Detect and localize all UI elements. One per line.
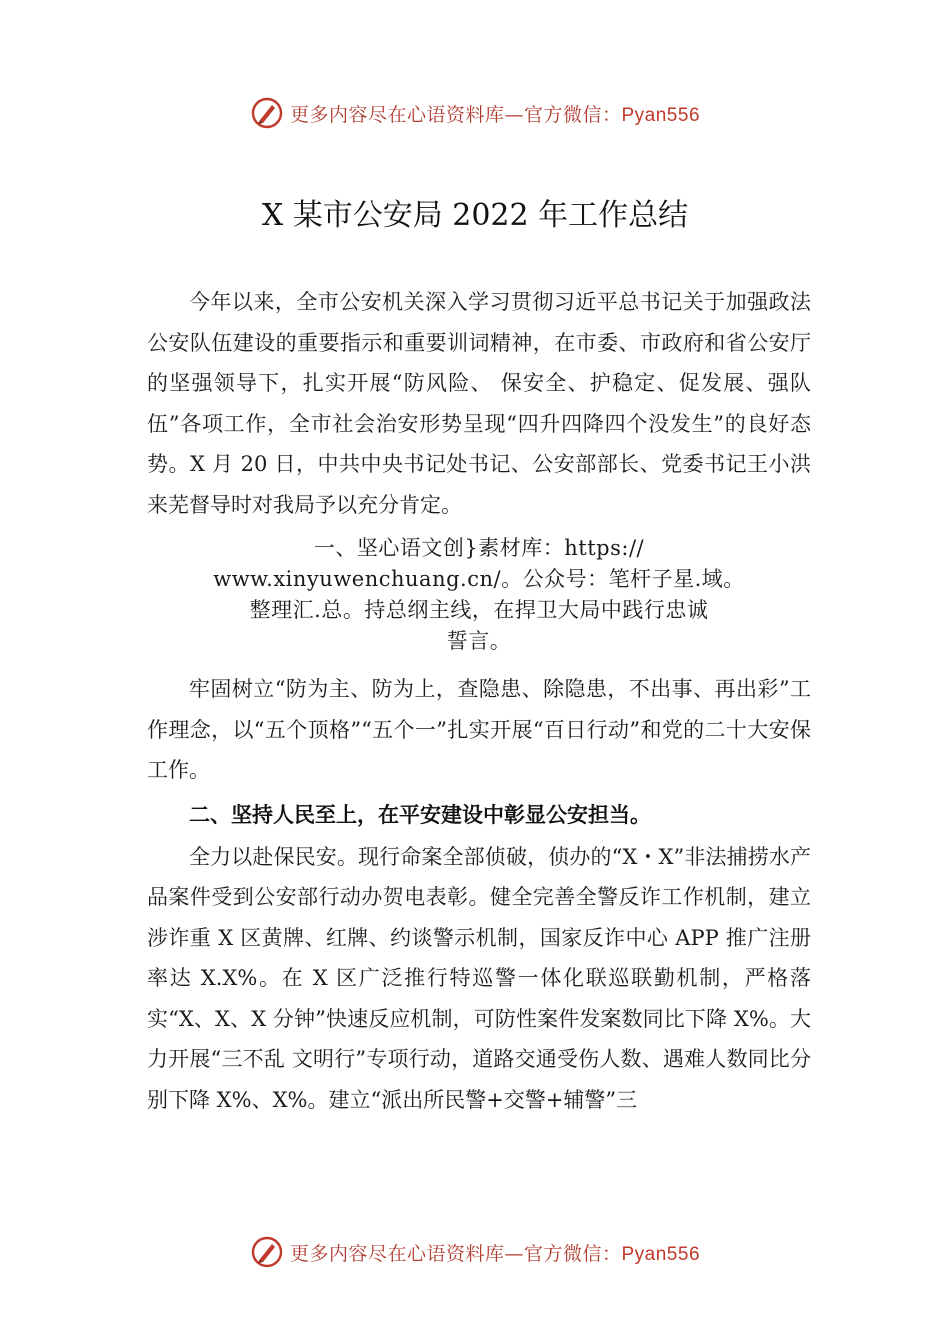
section2-paragraph: 全力以赴保民安。现行命案全部侦破，侦办的“X・X”非法捕捞水产品案件受到公安部行动办贺电表彰。健全完善全警反诈工作机制，建立涉诈重 X 区黄牌、红牌、约谈警示机制，国家反诈中心 APP 推广注册率达 X.X%。在 X 区广泛推行特巡警一体化联巡联勤机制，严格落实“X、X、X 分钟”快速反应机制，可防性案件发案数同比下降 X%。大力开展“三不乱 文明行”专项行动，道路交通受伤人数、遇难人数同比分别下降 X%、X%。建立“派出所民警+交警+辅警”三 — [147, 844, 811, 1112]
wechat-id: Pyan556 — [621, 104, 701, 126]
pen-logo-icon — [250, 1235, 284, 1269]
document-title: X 某市公安局 2022 年工作总结 — [261, 198, 689, 233]
banner-text: 更多内容尽在心语资料库—官方微信：Pyan556 — [289, 103, 701, 126]
header-banner — [0, 93, 950, 133]
section2-heading: 二、坚持人民至上，在平安建设中彰显公安担当。 — [189, 802, 651, 827]
section1-line: www.xinyuwenchuang.cn/。公众号：笔杆子星.域。 — [213, 567, 745, 591]
section1-line: 一、坚心语文创}素材库：https:// — [313, 536, 645, 560]
wechat-id: Pyan556 — [621, 1243, 701, 1265]
intro-paragraph: 今年以来，全市公安机关深入学习贯彻习近平总书记关于加强政法公安队伍建设的重要指示和重要训词精神，在市委、市政府和省公安厅的坚强领导下，扎实开展“防风险、 保安全、护稳定、促发展、强队伍”各项工作，全市社会治安形势呈现“四升四降四个没发生”的良好态势。X 月 20 日，中共中央书记处书记、公安部部长、党委书记王小洪来芜督导时对我局予以充分肯定。 — [147, 290, 811, 517]
section1-paragraph: 牢固树立“防为主、防为上，查隐患、除隐患，不出事、再出彩”工作理念，以“五个顶格”“五个一”扎实开展“百日行动”和党的二十大安保工作。 — [147, 677, 811, 782]
document-body — [147, 282, 811, 1120]
pen-logo-icon — [250, 96, 284, 130]
section1-line: 整理汇.总。持总纲主线，在捍卫大局中践行忠诚 — [249, 598, 709, 622]
footer-banner — [0, 1232, 950, 1272]
banner-text: 更多内容尽在心语资料库—官方微信：Pyan556 — [289, 1242, 701, 1265]
section1-heading — [147, 533, 811, 657]
section1-line: 誓言。 — [446, 629, 512, 653]
